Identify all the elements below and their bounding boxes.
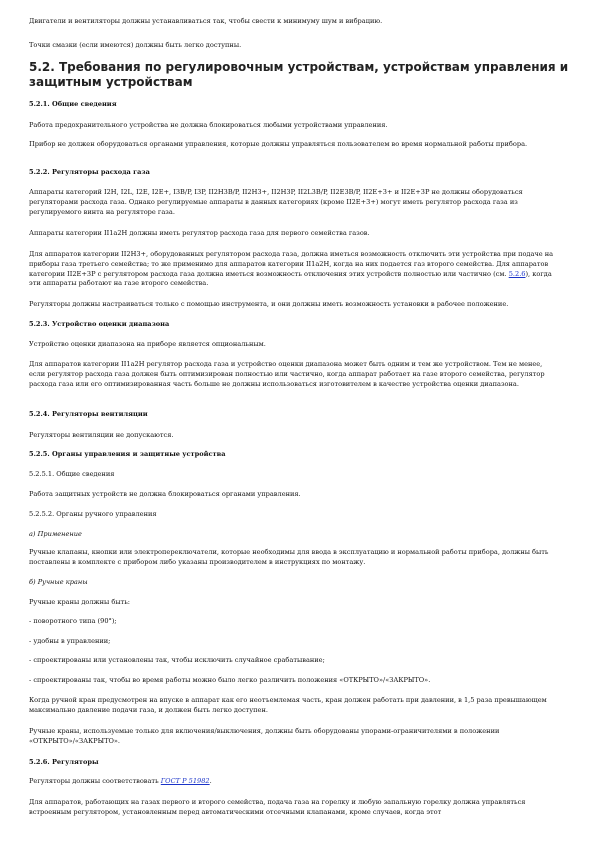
subsection-a-paragraph: Ручные клапаны, кнопки или электропереключатели, которые необходимы для ввода в эксплуатацию и нормальной работы прибора, должны быть поставлены в комплекте с прибором либо указаны производителем в инструкциях по монтажу. [29, 548, 549, 566]
subsection-b-intro: Ручные краны должны быть: [29, 598, 131, 606]
section-5-2-4-paragraph-1: Регуляторы вентиляции не допускаются. [29, 431, 174, 439]
section-5-2-3-title: 5.2.3. Устройство оценки диапазона [29, 320, 170, 328]
section-heading: 5.2. Требования по регулировочным устройствам, устройствам управления и защитным устройствам [29, 60, 569, 89]
list-item: - спроектированы так, чтобы во время работы можно было легко различить положения «ОТКРЫТО»/«ЗАКРЫТО». [29, 676, 431, 684]
section-5-2-1-paragraph-2: Прибор не должен оборудоваться органами управления, которые должны управляться пользователем во время нормальной работы прибора. [29, 140, 528, 148]
section-5-2-3-paragraph-2: Для аппаратов категории II1a2H регулятор расхода газа и устройство оценки диапазона может быть одним и тем же устройством. Тем не менее, если регулятор расхода газа должен быть оптимизирован полностью или частично, когда аппарат работает на газе второго семейства, регулятор расхода газа или его оптимизированная часть больше не должны использоваться изготовителем в качестве устройства оценки диапазона. [29, 360, 545, 388]
section-5-2-6-paragraph-2: Для аппаратов, работающих на газах первого и второго семейства, подача газа на горелку и любую запальную горелку должна управляться встроенным регулятором, установленным перед автоматическими отсечными клапанами, кроме случаев, когда этот [29, 798, 526, 816]
section-5-2-1-title: 5.2.1. Общие сведения [29, 100, 117, 108]
intro-paragraph-2: Точки смазки (если имеются) должны быть легко доступны. [29, 41, 242, 49]
section-5-2-2-paragraph-2: Аппараты категории II1a2H должны иметь регулятор расхода газа для первого семейства газов. [29, 229, 370, 237]
subsection-a-title: а) Применение [29, 530, 82, 538]
section-5-2-2-paragraph-3 [29, 250, 559, 289]
paragraph-3-text-b: ), когда эти аппараты работают на газе второго семейства. [29, 269, 552, 288]
section-5-2-5-2-title: 5.2.5.2. Органы ручного управления [29, 510, 157, 518]
section-5-2-5-1-title: 5.2.5.1. Общие сведения [29, 470, 115, 478]
section-5-2-2-paragraph-1: Аппараты категорий I2H, I2L, I2E, I2E+, I3B/P, I3P, II2H3B/P, II2H3+, II2H3P, II2L3B/P, II2E3B/P, II2E+3+ и II2E+3P не должны оборудоваться регуляторами расхода газа. Однако регулируемые аппараты в данных категориях (кроме II2E+3+) могут иметь регулятор расхода газа из регулируемого винта на регуляторе газа. [29, 188, 523, 216]
paragraph-text-b: . [209, 777, 212, 785]
link-gost-r-51982[interactable]: ГОСТ Р 51982 [160, 777, 210, 785]
paragraph-3-text-a: Для аппаратов категории II2H3+, оборудованных регулятором расхода газа, должна иметься возможность отключить эти устройства при подаче на приборы газа третьего семейства; то же применимо для аппаратов категории II1a2H, когда на них подается газ второго семейства. Для аппаратов категории II2E+3P с регулятором расхода газа должна иметься возможность отключения этих устройств полностью или частично (см. [29, 250, 554, 278]
section-5-2-3-paragraph-1: Устройство оценки диапазона на приборе является опциональным. [29, 340, 266, 348]
paragraph-text-a: Регуляторы должны соответствовать [29, 777, 159, 785]
subsection-b-paragraph-1: Когда ручной кран предусмотрен на впуске в аппарат как его неотъемлемая часть, кран должен работать при давлении, в 1,5 раза превышающем максимально давление подачи газа, и должен быть легко доступен. [29, 696, 547, 714]
section-5-2-5-1-paragraph: Работа защитных устройств не должна блокироваться органами управления. [29, 490, 301, 498]
list-item: - спроектированы или установлены так, чтобы исключить случайное срабатывание; [29, 656, 325, 664]
subsection-b-paragraph-2: Ручные краны, используемые только для включения/выключения, должны быть оборудованы упорами-ограничителями в положении «ОТКРЫТО»/«ЗАКРЫТО». [29, 727, 500, 745]
section-5-2-6-title: 5.2.6. Регуляторы [29, 758, 99, 766]
list-item: - удобны в управлении; [29, 637, 111, 645]
section-5-2-6-paragraph-1 [29, 777, 559, 787]
section-5-2-5-title: 5.2.5. Органы управления и защитные устройства [29, 450, 226, 458]
subsection-b-title: б) Ручные краны [29, 578, 88, 586]
intro-paragraph-1: Двигатели и вентиляторы должны устанавливаться так, чтобы свести к минимуму шум и вибрацию. [29, 17, 383, 25]
section-5-2-4-title: 5.2.4. Регуляторы вентиляции [29, 410, 148, 418]
link-5-2-6[interactable]: 5.2.6 [508, 269, 526, 278]
section-5-2-2-title: 5.2.2. Регуляторы расхода газа [29, 168, 150, 176]
section-5-2-2-paragraph-4: Регуляторы должны настраиваться только с помощью инструмента, и они должны иметь возможность установки в рабочее положение. [29, 300, 509, 308]
list-item: - поворотного типа (90°); [29, 617, 117, 625]
section-5-2-1-paragraph-1: Работа предохранительного устройства не должна блокироваться любыми устройствами управления. [29, 121, 388, 129]
